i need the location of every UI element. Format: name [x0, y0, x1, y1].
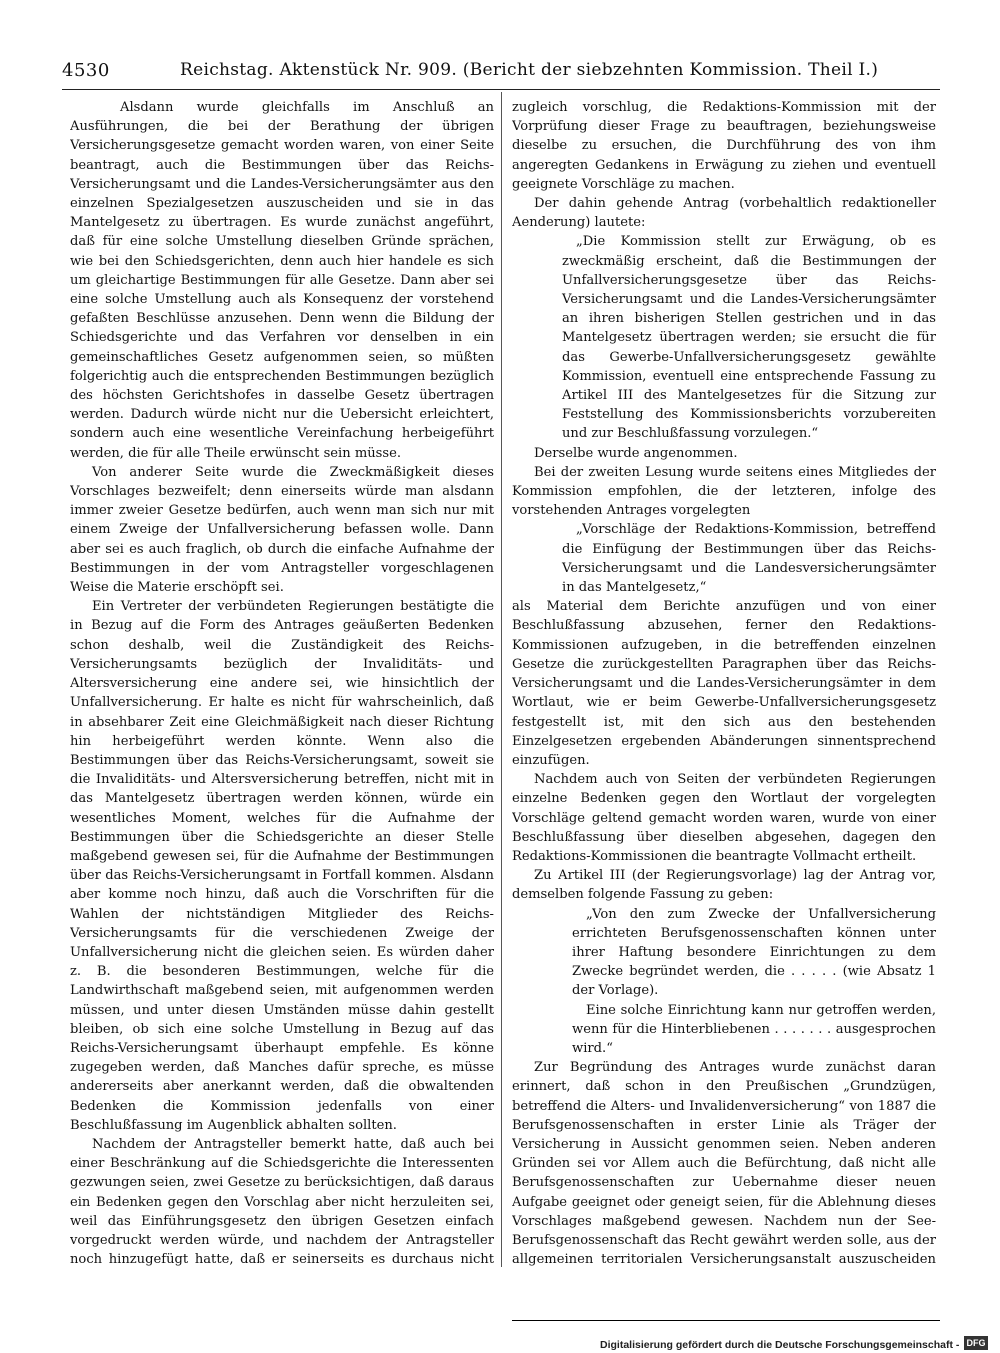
footer-rule [512, 1320, 940, 1321]
running-title: Reichstag. Aktenstück Nr. 909. (Bericht der siebzehnten Kommission. Theil I.) [180, 60, 879, 80]
page-header [62, 60, 940, 86]
paragraph: Derselbe wurde angenommen. [534, 445, 738, 461]
paragraph: Von anderer Seite wurde die Zweckmäßigkeit dieses Vorschlages bezweifelt; denn einerseits würde man alsdann immer zweier Gesetze bedürfen, auch wenn man sich nur mit einem Zweige der Unfallversicherung befassen wolle. Dann aber sei es auch fraglich, ob durch die einfache Aufnahme der Bestimmungen in der vom Antragsteller vorgeschlagenen Weise die Materie erschöpft sei. [70, 464, 494, 596]
paragraph: Ein Vertreter der verbündeten Regierungen bestätigte die in Bezug auf die Form des Antrages geäußerten Bedenken schon deshalb, weil die Zuständigkeit des Reichs-Versicherungsamts bezüglich der Invaliditäts- und Altersversicherung eine andere sei, wie hinsichtlich der Unfallversicherung. Er halte es nicht für wahrscheinlich, daß in absehbarer Zeit eine Gleichmäßigkeit nach dieser Richtung hin herbeigeführt werden könnte. Wenn also die Bestimmungen über das Reichs-Versicherungsamt, soweit sie die Invaliditäts- und Altersversicherung betreffen, nicht mit in das Mantelgesetz übertragen werden können, würde ein wesentliches Moment, welches für die Aufnahme der Bestimmungen über die Schiedsgerichte an dieser Stelle maßgebend gewesen sei, für die Aufnahme der Bestimmungen über das Reichs-Versicherungsamt in Fortfall kommen. Alsdann aber komme noch hinzu, daß auch die Vorschriften für die Wahlen der nichtständigen Mitglieder des Reichs-Versicherungsamts für die verschiedenen Zweige der Unfallversicherung nicht die gleichen seien. Es würden daher z. B. die besonderen Bestimmungen, welche für die Landwirthschaft maßgebend seien, mit aufgenommen werden müssen, und unter diesen Umständen müsse dahin gestellt bleiben, ob sich eine solche Umstellung in Bezug auf das Reichs-Versicherungsamt überhaupt empfehle. Es könne zugegeben werden, daß Manches dafür spreche, es müsse andererseits aber anerkannt werden, daß die obwaltenden Bedenken die Kommission jedenfalls von einer Beschlußfassung im Augenblick abhalten sollten. [70, 599, 494, 1133]
digitization-credit: Digitalisierung gefördert durch die Deutsche Forschungsgemeinschaft - [600, 1339, 960, 1351]
paragraph: Nachdem der Antragsteller bemerkt hatte, daß auch bei einer Beschränkung auf die Schiedsgerichte die Interessenten gezwungen seien, zwei Gesetze zu berücksichtigen, daß daraus ein Bedenken gegen den Vorschlag aber nicht herzuleiten sei, weil das Einführungsgesetz den übrigen Gesetzen einfach vorgedruckt werden würde, und nachdem der Antragsteller noch hinzugefügt hatte, daß er seinerseits es durchaus nicht [70, 1136, 494, 1268]
paragraph: Der dahin gehende Antrag (vorbehaltlich redaktioneller Aenderung) lautete: [512, 196, 936, 231]
paragraph: Zu Artikel III (der Regierungsvorlage) lag der Antrag vor, demselben folgende Fassung zu geben: [512, 868, 936, 903]
paragraph: Zur Begründung des Antrages wurde zunächst daran erinnert, daß schon in den Preußischen „Grundzügen, betreffend die Alters- und Invalidenversicherung“ von 1887 die Berufsgenossenschaften in erster Linie als Träger der Versicherung in Aussicht genommen seien. Neben anderen Gründen sei vor Allem auch die Befürchtung, daß nicht alle Berufsgenossenschaften zur Uebernahme dieser neuen Aufgabe geeignet oder geneigt seien, für die Ablehnung dieses Vorschlages maßgebend gewesen. Nachdem nun der See-Berufsgenossenschaft das Recht gewährt werden solle, aus der allgemeinen territorialen Versicherungsanstalt auszuscheiden [512, 1060, 936, 1268]
dfg-logo: DFG [964, 1336, 988, 1350]
left-column [70, 98, 494, 1268]
quoted-motion: „Die Kommission stellt zur Erwägung, ob es zweckmäßig erscheint, daß die Bestimmungen der Unfallversicherungsgesetze über das Reichs-Versicherungsamt und die Landes-Versicherungsämter an ihren bisherigen Stellen gestrichen und in das Mantelgesetz übertragen werden; sie ersucht die für das Gewerbe-Unfallversicherungsgesetz gewählte Kommission, eventuell eine entsprechende Fassung zu Artikel III des Mantelgesetzes für die Sitzung zur Feststellung des Kommissionsberichts vorzubereiten und zur Beschlußfassung vorzulegen.“ [562, 234, 936, 442]
column-divider [501, 92, 502, 1267]
paragraph: Bei der zweiten Lesung wurde seitens eines Mitgliedes der Kommission empfohlen, die der letzteren, infolge des vorstehenden Antrages vorgelegten [512, 464, 936, 519]
paragraph: als Material dem Berichte anzufügen und von einer Beschlußfassung abzusehen, ferner den Redaktions-Kommissionen aufzugeben, in die betreffenden einzelnen Gesetze die zurückgestellten Paragraphen über das Reichs-Versicherungsamt und die Landes-Versicherungsämter in dem Wortlaut, wie er beim Gewerbe-Unfallversicherungsgesetz festgestellt ist, mit den sich aus den bestehenden Einzelgesetzen ergebenden Abänderungen sinnentsprechend einzufügen. [512, 599, 936, 768]
page-number: 4530 [62, 60, 110, 81]
quoted-motion: Eine solche Einrichtung kann nur getroffen werden, wenn für die Hinterbliebenen . . . . . . . ausgesprochen wird.“ [572, 1002, 936, 1056]
paragraph: Nachdem auch von Seiten der verbündeten Regierungen einzelne Bedenken gegen den Wortlaut der vorgelegten Vorschläge geltend gemacht worden waren, wurde von einer Beschlußfassung über dieselben abgesehen, dagegen den Redaktions-Kommissionen die beantragte Vollmacht ertheilt. [512, 772, 936, 864]
quoted-motion: „Von den zum Zwecke der Unfallversicherung errichteten Berufsgenossenschaften können unter ihrer Haftung besondere Einrichtungen zu dem Zwecke begründet werden, die . . . . . (wie Absatz 1 der Vorlage). [572, 906, 936, 999]
paragraph: Alsdann wurde gleichfalls im Anschluß an Ausführungen, die bei der Berathung der übrigen Versicherungsgesetze gemacht worden waren, von einer Seite beantragt, auch die Bestimmungen über das Reichs-Versicherungsamt und die Landes-Versicherungsämter aus den einzelnen Spezialgesetzen auszuscheiden und sie in das Mantelgesetz zu übertragen. Es wurde zunächst angeführt, daß für eine solche Umstellung dieselben Gründe sprächen, wie bei den Schiedsgerichten, denn auch hier handele es sich um gleichartige Bestimmungen für alle Gesetze. Dann aber sei eine solche Umstellung auch als Konsequenz der vorstehend gefaßten Beschlüsse anzusehen. Denn wenn die Bildung der Schiedsgerichte und das Verfahren vor denselben in ein gemeinschaftliches Gesetz aufgenommen seien, so müßten folgerichtig auch die entsprechenden Bestimmungen bezüglich des höchsten Gerichtshofes in dasselbe Gesetz übertragen werden. Dadurch würde nicht nur die Uebersicht erleichtert, sondern auch eine wesentliche Vereinfachung herbeigeführt werden, die für alle Theile erwünscht sein müsse. [70, 100, 494, 461]
right-column [512, 98, 936, 1268]
paragraph: zugleich vorschlug, die Redaktions-Kommission mit der Vorprüfung dieser Frage zu beauftragen, beziehungsweise dieselbe zu ersuchen, die Durchführung des von ihm angeregten Gedankens in Erwägung zu ziehen und eventuell geeignete Vorschläge zu machen. [512, 100, 936, 192]
header-rule [62, 89, 940, 90]
quoted-motion: „Vorschläge der Redaktions-Kommission, betreffend die Einfügung der Bestimmungen über das Reichs-Versicherungsamt und die Landesversicherungsämter in das Mantelgesetz,“ [562, 522, 936, 596]
